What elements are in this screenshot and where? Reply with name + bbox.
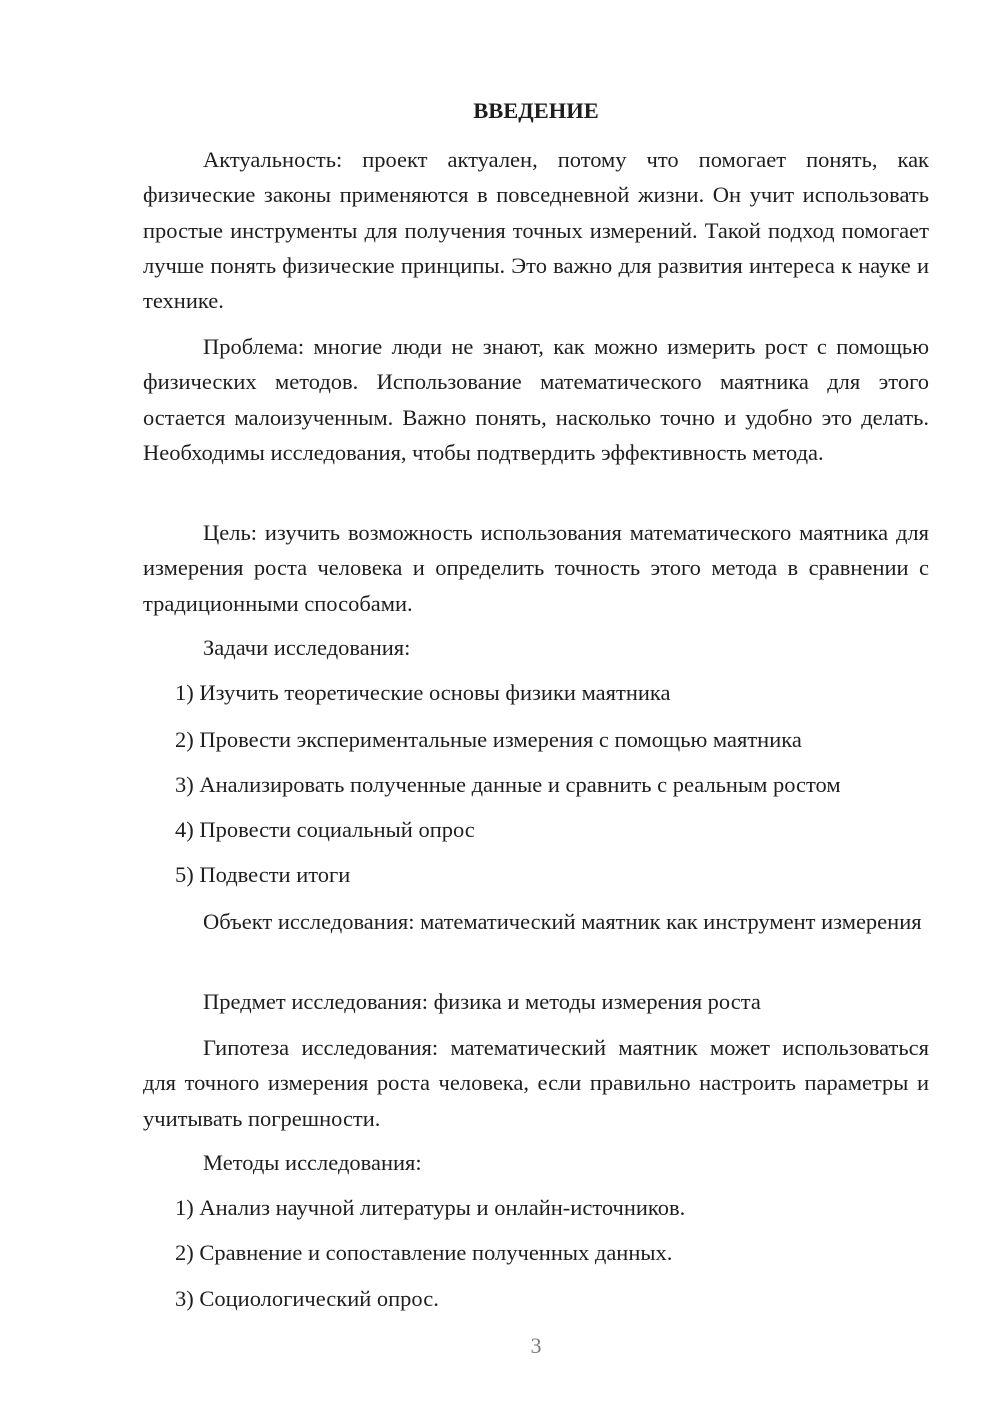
problem-paragraph: Проблема: многие люди не знают, как можно измерить рост с помощью физических методов. Использование математического маятника для этого остается малоизученным. Важно понять, насколько точно и удобно это делать. Необходимы исследования, чтобы подтвердить эффективность метода. — [143, 334, 929, 465]
hypothesis-section — [143, 1030, 929, 1136]
subject-paragraph: Предмет исследования: физика и методы измерения роста — [203, 989, 761, 1014]
list-item: 5) Подвести итоги — [175, 862, 351, 887]
list-item: 1) Анализ научной литературы и онлайн-источников. — [175, 1195, 686, 1220]
problem-section — [143, 329, 929, 470]
tasks-heading: Задачи исследования: — [203, 635, 411, 660]
tasks-list-item-4 — [143, 812, 929, 847]
methods-list-item-3 — [143, 1281, 929, 1316]
relevance-section — [143, 142, 929, 318]
hypothesis-paragraph: Гипотеза исследования: математический маятник может использоваться для точного измерения роста человека, если правильно настроить параметры и учитывать погрешности. — [143, 1035, 929, 1131]
tasks-heading-section — [143, 630, 929, 665]
relevance-paragraph: Актуальность: проект актуален, потому что помогает понять, как физические законы применяются в повседневной жизни. Он учит использовать простые инструменты для получения точных измерений. Такой подход помогает лучше понять физические принципы. Это важно для развития интереса к науке и технике. — [143, 147, 929, 314]
list-item: 4) Провести социальный опрос — [175, 817, 475, 842]
list-item: 2) Сравнение и сопоставление полученных данных. — [175, 1240, 673, 1265]
tasks-list-item-3 — [143, 767, 929, 802]
subject-section — [143, 984, 929, 1019]
list-item: 2) Провести экспериментальные измерения с помощью маятника — [175, 727, 802, 752]
methods-list-item-1 — [143, 1190, 929, 1225]
list-item: 1) Изучить теоретические основы физики маятника — [175, 680, 671, 705]
tasks-list-item-1 — [143, 675, 929, 710]
list-item: 3) Анализировать полученные данные и сравнить с реальным ростом — [175, 772, 841, 797]
methods-heading: Методы исследования: — [203, 1150, 422, 1175]
methods-heading-section — [143, 1145, 929, 1180]
object-paragraph: Объект исследования: математический маятник как инструмент измерения — [203, 909, 922, 934]
goal-section — [143, 515, 929, 621]
page-title: ВВЕДЕНИЕ — [473, 98, 599, 123]
methods-list-item-2 — [143, 1235, 929, 1270]
list-item: 3) Социологический опрос. — [175, 1286, 439, 1311]
tasks-list-item-5 — [143, 857, 929, 892]
tasks-list-item-2 — [143, 722, 929, 757]
object-section — [143, 904, 929, 939]
goal-paragraph: Цель: изучить возможность использования математического маятника для измерения роста человека и определить точность этого метода в сравнении с традиционными способами. — [143, 520, 929, 616]
page-number: 3 — [530, 1333, 542, 1358]
